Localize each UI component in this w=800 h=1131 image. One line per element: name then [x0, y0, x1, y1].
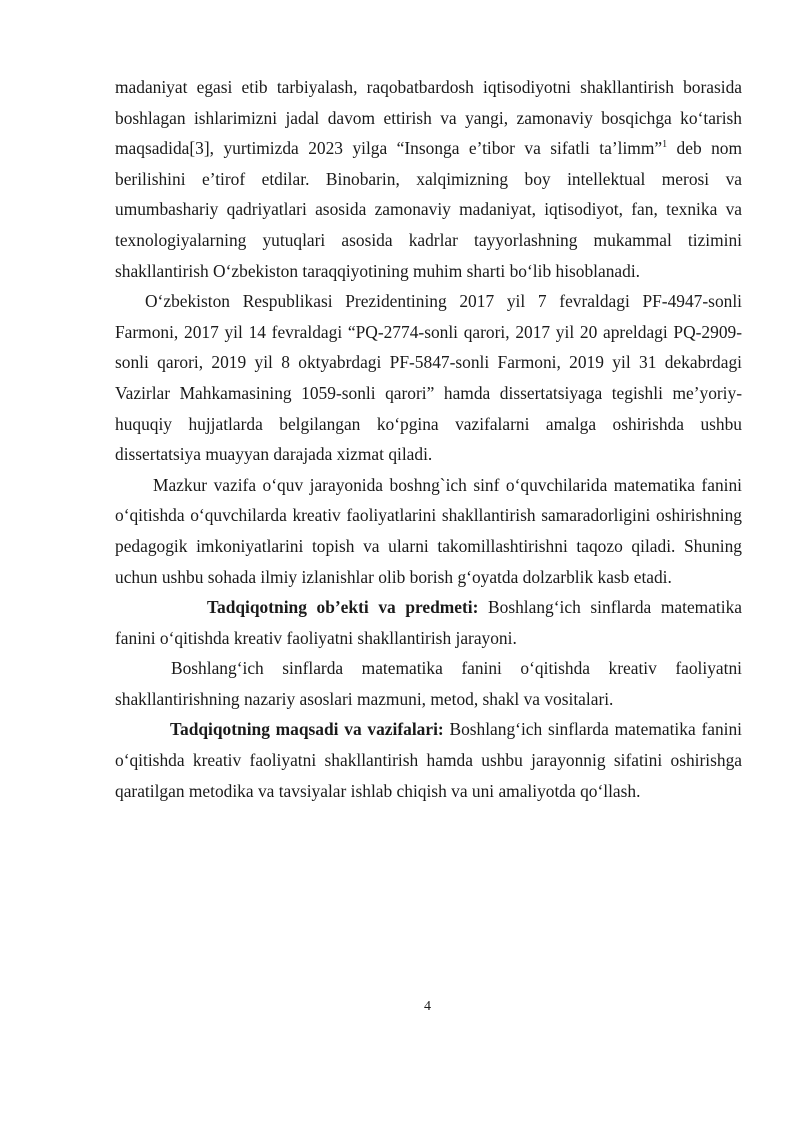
page-number: 4 [424, 999, 431, 1014]
paragraph-text: deb nom berilishini e’tirof etdilar. Binobarin, xalqimizning boy intellektual merosi va umumbashariy qadriyatlari asosida zamonaviy madaniyat, iqtisodiyot, fan, texnika va texnologiyalarning yutuqlari asosida kadrlar tayyorlashning mukammal tizimini shakllantirish O‘zbekiston taraqqiyotining muhim sharti bo‘lib hisoblanadi. [115, 138, 742, 281]
paragraph-research-goals [115, 714, 742, 806]
section-heading-goals: Tadqiqotning maqsadi va vazifalari: [170, 719, 444, 740]
section-heading-object: Tadqiqotning ob’ekti va predmeti: [207, 597, 479, 618]
paragraph-introduction-continued [115, 72, 742, 286]
paragraph-research-object [115, 592, 742, 653]
paragraph-research-subject: Boshlang‘ich sinflarda matematika fanini o‘qitishda kreativ faoliyatni shakllantirishning nazariy asoslari mazmuni, metod, shakl va vositalari. [115, 658, 742, 709]
footnote-marker[interactable]: 1 [662, 139, 668, 151]
paragraph-text: madaniyat egasi etib tarbiyalash, raqobatbardosh iqtisodiyotni shakllantirish borasida boshlagan ishlarimizni jadal davom ettirish va yangi, zamonaviy bosqichga ko‘tarish maqsadida[3], yurtimizda 2023 yilga “Insonga e’tibor va sifatli ta’limm” [115, 77, 742, 159]
paragraph-legal-documents: O‘zbekiston Respublikasi Prezidentining 2017 yil 7 fevraldagi PF-4947-sonli Farmoni, 2017 yil 14 fevraldagi “PQ-2774-sonli qarori, 2017 yil 20 apreldagi PQ-2909-sonli qarori, 2019 yil 8 oktyabrdagi PF-5847-sonli Farmoni, 2019 yil 31 dekabrdagi Vazirlar Mahkamasining 1059-sonli qarori” hamda dissertatsiyaga tegishli me’yoriy-huquqiy hujjatlarda belgilangan ko‘pgina vazifalarni amalga oshirishda ushbu dissertatsiya muayyan darajada xizmat qiladi. [115, 291, 742, 465]
paragraph-relevance: Mazkur vazifa o‘quv jarayonida boshng`ich sinf o‘quvchilarida matematika fanini o‘qitishda o‘quvchilarda kreativ faoliyatlarini shakllantirish samaradorligini oshirishning pedagogik imkoniyatlarini topish va ularni takomillashtirishni taqozo qiladi. Shuning uchun ushbu sohada ilmiy izlanishlar olib borish g‘oyatda dolzarblik kasb etadi. [115, 474, 742, 587]
paragraph-text: Boshlang‘ich sinflarda matematika fanini o‘qitishda kreativ faoliyatni shakllantirish hamda ushbu jarayonnig sifatini oshirishga qaratilgan metodika va tavsiyalar ishlab chiqish va uni amaliyotda qo‘llash. [115, 719, 743, 801]
paragraph-text: Boshlang‘ich sinflarda matematika fanini o‘qitishda kreativ faoliyatni shakllantirish jarayoni. [115, 597, 742, 648]
document-body [115, 72, 742, 806]
